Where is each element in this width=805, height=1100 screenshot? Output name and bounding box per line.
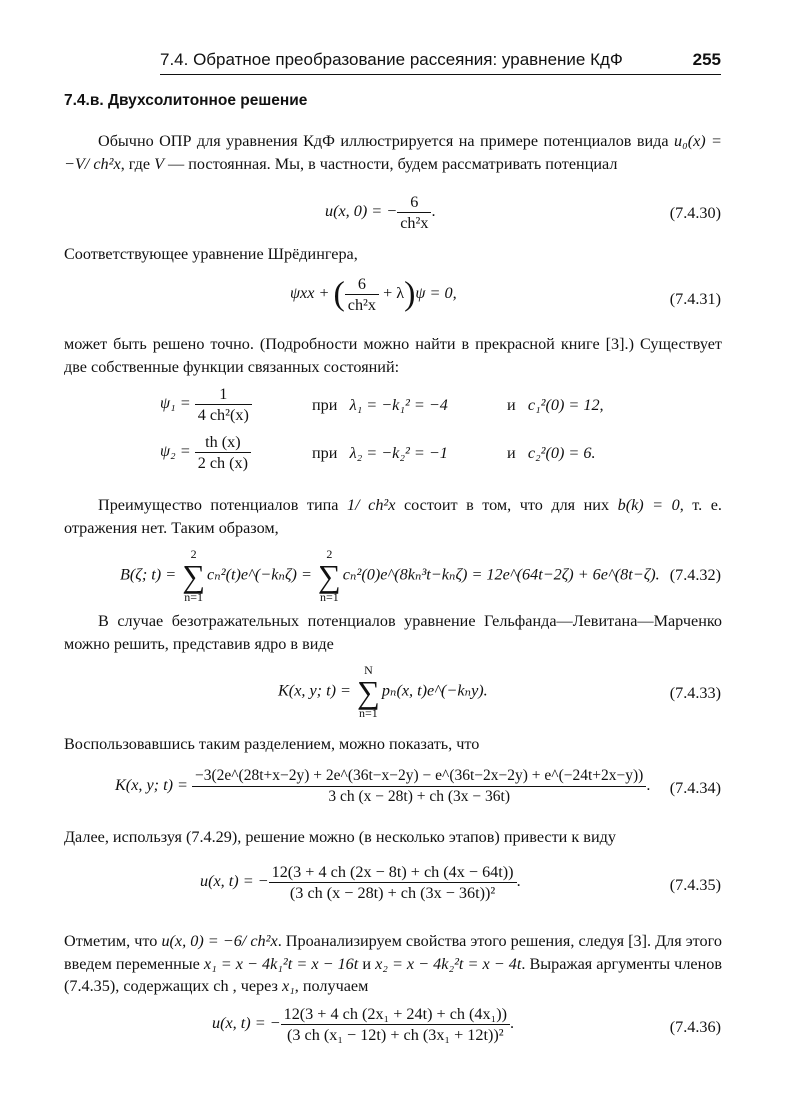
math-x2-def: x₂ = x − 4k₂²t = x − 4t bbox=[375, 954, 522, 973]
equation-number: (7.4.34) bbox=[669, 779, 721, 797]
sum-bottom: n=1 bbox=[319, 590, 339, 604]
fraction bbox=[281, 1004, 510, 1045]
eq-lhs: B(ζ; t) = bbox=[120, 565, 177, 584]
paragraph-schrodinger: Соответствующее уравнение Шрёдингера, bbox=[64, 245, 358, 263]
word-and: и bbox=[507, 396, 516, 414]
equation-psi1 bbox=[160, 384, 252, 425]
eq-tail: . bbox=[516, 872, 521, 891]
sum-bottom: n=1 bbox=[359, 706, 378, 720]
sum-sign: 2 ∑ n=1 bbox=[317, 547, 341, 604]
header-title: 7.4. Обратное преобразование рассеяния: уравнение КдФ bbox=[160, 50, 623, 69]
eq-term2: cₙ²(0)e^(8kₙ³t−kₙζ) = 12e^(64t−2ζ) + 6e^(8t−ζ). bbox=[342, 565, 660, 584]
denominator: (3 ch (x₁ − 12t) + ch (3x₁ + 12t))² bbox=[287, 1026, 504, 1044]
denominator: ch²x bbox=[347, 296, 377, 314]
eq-lhs: K(x, y; t) = bbox=[115, 776, 188, 795]
denominator: 2 ch (x) bbox=[197, 454, 249, 472]
eq-lhs: ψ₁ = bbox=[160, 394, 191, 413]
running-header bbox=[160, 48, 721, 75]
numerator: 6 bbox=[397, 192, 431, 213]
numerator: 12(3 + 4 ch (2x − 8t) + ch (4x − 64t)) bbox=[269, 862, 517, 883]
eq-term: pₙ(x, t)e^(−kₙy). bbox=[381, 681, 488, 700]
equation-7-4-36 bbox=[212, 1004, 514, 1045]
equation-psi2 bbox=[160, 432, 251, 473]
paragraph-reflectionless bbox=[64, 494, 722, 539]
equation-number: (7.4.36) bbox=[669, 1018, 721, 1036]
fraction bbox=[345, 274, 379, 315]
equation-7-4-34 bbox=[115, 766, 650, 807]
paragraph-separation: Воспользовавшись таким разделением, можно показать, что bbox=[64, 735, 480, 753]
denominator: 4 ch²(x) bbox=[197, 406, 249, 424]
equation-7-4-32 bbox=[120, 548, 660, 604]
c2: c₂²(0) = 6. bbox=[527, 444, 596, 462]
math-x1: x₁ bbox=[281, 977, 295, 995]
eq-term1: cₙ²(t)e^(−kₙζ) = bbox=[207, 565, 312, 584]
psi2-norm bbox=[507, 444, 596, 463]
right-paren: ) bbox=[404, 275, 416, 313]
paragraph-analysis bbox=[64, 930, 722, 998]
page-number: 255 bbox=[692, 50, 721, 69]
denominator: ch²x bbox=[400, 214, 429, 232]
paragraph-intro bbox=[64, 130, 722, 175]
text: . Выражая аргументы членов (7.4.35), содержащих ch , через bbox=[64, 954, 722, 995]
sum-bottom: n=1 bbox=[184, 590, 203, 604]
equation-number: (7.4.32) bbox=[669, 566, 721, 584]
math-u0: u₀(x) = −V/ ch²x bbox=[64, 132, 722, 173]
numerator: 1 bbox=[195, 384, 252, 405]
math-x1-def: x₁ = x − 4k₁²t = x − 16t bbox=[203, 954, 359, 973]
psi1-norm bbox=[507, 396, 604, 415]
eq-lhs: K(x, y; t) = bbox=[278, 681, 351, 700]
word-at: при bbox=[312, 444, 338, 462]
eq-lhs: u(x, 0) = − bbox=[325, 202, 398, 221]
equation-number: (7.4.30) bbox=[669, 204, 721, 222]
eq-mid: + λ bbox=[383, 284, 405, 303]
math-bk: b(k) = 0 bbox=[617, 496, 680, 514]
fraction bbox=[195, 432, 251, 473]
word-and: и bbox=[507, 444, 516, 462]
sum-top: 2 bbox=[190, 547, 197, 561]
section-heading: 7.4.в. Двухсолитонное решение bbox=[64, 92, 308, 109]
eq-lhs: u(x, t) = − bbox=[212, 1014, 281, 1033]
fraction bbox=[195, 384, 252, 425]
eq-lhs: ψ₂ = bbox=[160, 442, 191, 461]
fraction bbox=[269, 862, 517, 903]
text: Обычно ОПР для уравнения КдФ иллюстрируется на примере потенциалов вида bbox=[98, 132, 674, 150]
eq-tail: . bbox=[510, 1014, 515, 1033]
eq-lhs: u(x, t) = − bbox=[200, 872, 269, 891]
text: Преимущество потенциалов типа bbox=[98, 496, 348, 514]
sum-sign: 2 ∑ n=1 bbox=[182, 547, 205, 604]
text: состоит в том, что для них bbox=[395, 496, 618, 514]
psi1-condition bbox=[312, 396, 448, 415]
math-ch2: 1/ ch²x bbox=[347, 496, 396, 514]
eq-tail: . bbox=[431, 202, 436, 221]
math-V: V bbox=[154, 154, 164, 173]
equation-7-4-35 bbox=[200, 862, 521, 903]
c1: c₁²(0) = 12, bbox=[527, 396, 604, 414]
denominator: 3 ch (x − 28t) + ch (3x − 36t) bbox=[328, 788, 510, 805]
math-u-x0: u(x, 0) = −6/ ch²x bbox=[161, 932, 278, 950]
text: , где bbox=[120, 154, 155, 173]
numerator: 6 bbox=[345, 274, 379, 295]
text: , получаем bbox=[294, 977, 369, 995]
text: . Проанализируем свойства этого решения, следуя [3]. Для этого введем переменные bbox=[64, 932, 722, 973]
psi2-condition bbox=[312, 444, 448, 463]
eq-rhs: ψ = 0, bbox=[415, 284, 457, 303]
equation-7-4-31 bbox=[290, 274, 457, 315]
left-paren: ( bbox=[333, 275, 345, 313]
sum-top: 2 bbox=[326, 547, 333, 561]
lambda1: λ₁ = −k₁² = −4 bbox=[349, 396, 448, 414]
equation-number: (7.4.35) bbox=[669, 876, 721, 894]
equation-7-4-33 bbox=[278, 664, 488, 720]
word-at: при bbox=[312, 396, 338, 414]
equation-7-4-30 bbox=[325, 192, 435, 233]
sum-top: N bbox=[364, 663, 373, 677]
denominator: (3 ch (x − 28t) + ch (3x − 36t))² bbox=[289, 884, 496, 902]
paragraph-glm: В случае безотражательных потенциалов уравнение Гельфанда—Левитана—Марченко можно решить, представив ядро в виде bbox=[64, 612, 722, 653]
fraction bbox=[192, 766, 646, 807]
paragraph-eigenfunctions: может быть решено точно. (Подробности можно найти в прекрасной книге [3].) Существует две собственные функции связанных состояний: bbox=[64, 335, 722, 376]
text: — постоянная. Мы, в частности, будем рассматривать потенциал bbox=[163, 154, 618, 173]
numerator: th (x) bbox=[195, 432, 251, 453]
sum-sign: N ∑ n=1 bbox=[357, 663, 380, 720]
eq-lhs: ψxx + bbox=[290, 284, 334, 303]
numerator: 12(3 + 4 ch (2x₁ + 24t) + ch (4x₁)) bbox=[281, 1004, 510, 1025]
eq-tail: . bbox=[646, 776, 651, 795]
text: и bbox=[358, 954, 376, 973]
numerator: −3(2e^(28t+x−2y) + 2e^(36t−x−2y) − e^(36t−2x−2y) + e^(−24t+2x−y)) bbox=[192, 766, 646, 787]
lambda2: λ₂ = −k₂² = −1 bbox=[349, 444, 448, 462]
equation-number: (7.4.33) bbox=[669, 684, 721, 702]
text: , т. е. отражения нет. Таким образом, bbox=[64, 496, 722, 537]
fraction bbox=[397, 192, 431, 233]
text: Отметим, что bbox=[64, 932, 162, 950]
paragraph-solution: Далее, используя (7.4.29), решение можно (в несколько этапов) привести к виду bbox=[64, 828, 616, 846]
equation-number: (7.4.31) bbox=[669, 290, 721, 308]
